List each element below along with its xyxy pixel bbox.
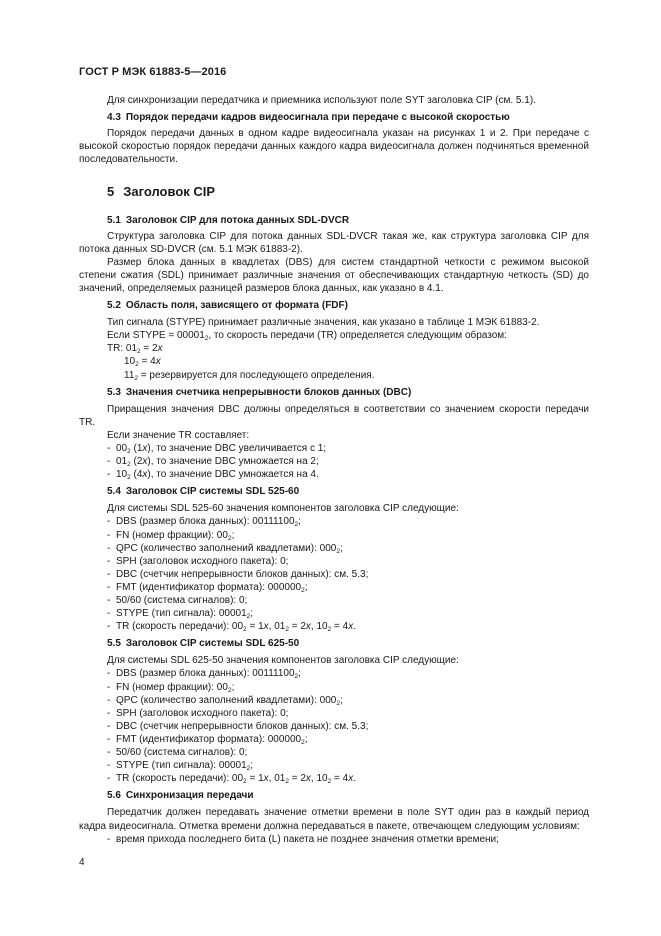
- list-item: - 50/60 (система сигналов): 0;: [107, 747, 248, 759]
- list-item: - FMT (идентификатор формата): $000000_2$;: [107, 733, 308, 746]
- heading-5: 5 Заголовок CIP: [107, 184, 216, 200]
- dbc-list: [79, 442, 589, 481]
- list-item: - FMT (идентификатор формата): $000000_2$;: [107, 581, 308, 594]
- list-item: - $01_2$ (2x), то значение DBC умножается на 2;: [107, 456, 319, 469]
- list-item: - $00_2$ (1x), то значение DBC увеличивается с 1;: [107, 442, 327, 455]
- cip-625-list: [79, 667, 589, 772]
- paragraph-syt: Для синхронизации передатчика и приемника используют поле SYT заголовка CIP (см. 5.1).: [107, 95, 536, 106]
- list-item: - SPH (заголовок исходного пакета): 0;: [107, 707, 289, 719]
- paragraph-625-intro: Для системы SDL 625-50 значения компонентов заголовка CIP следующие:: [107, 655, 459, 667]
- paragraph-dbc-increment: Приращения значения DBC должны определяться в соответствии со значением скорости передачи TR.: [79, 403, 589, 428]
- paragraph-order: Порядок передачи данных в одном кадре видеосигнала указан на рисунках 1 и 2. При передаче с высокой скоростью порядок передачи данных каждого кадра видеосигнала должен подчиняться временной последовательности.: [79, 128, 589, 166]
- list-item: - $10_2$ (4x), то значение DBC умножается на 4.: [107, 469, 319, 482]
- page-content: [79, 94, 589, 846]
- paragraph-sync: Передатчик должен передавать значение отметки времени в поле SYT один раз в каждый период кадра видеосигнала. Отметка времени должна передаваться в пакете, отвечающем следующим условиям:: [79, 807, 589, 832]
- heading-5-6: 5.6 Синхронизация передачи: [107, 790, 254, 802]
- list-item: - QPC (количество заполнений квадлетами): $000_2$;: [107, 542, 343, 555]
- heading-5-3: 5.3 Значения счетчика непрерывности блоков данных (DBC): [107, 386, 412, 398]
- list-item: - FN (номер фракции): $00_2$;: [107, 529, 235, 542]
- running-header: ГОСТ Р МЭК 61883-5—2016: [79, 66, 227, 78]
- heading-5-5: 5.5 Заголовок CIP системы SDL 625-50: [107, 638, 300, 650]
- list-item: - SPH (заголовок исходного пакета): 0;: [107, 555, 289, 567]
- cip-525-list: [79, 515, 589, 620]
- list-item: - FN (номер фракции): $00_2$;: [107, 681, 235, 694]
- list-item: - DBC (счетчик непрерывности блоков данных): см. 5.3;: [107, 720, 369, 732]
- list-item: - QPC (количество заполнений квадлетами): $000_2$;: [107, 694, 343, 707]
- paragraph-if-tr: Если значение TR составляет:: [107, 429, 250, 441]
- paragraph-dbs: Размер блока данных в квадлетах (DBS) для систем стандартной четкости с режимом высокой степени сжатия (SDL) принимает различные значения от обеспечивающих стандартную четкость (SD) до значений, определяемых разницей размеров блока данных, как указано в 4.1.: [79, 256, 589, 294]
- list-item-tr-525: - TR (скорость передачи): $00_2 = 1x$, $01_2 = 2x$, $10_2 = 4x$.: [107, 621, 356, 634]
- tr-row-01: TR: $01_2 = 2x$: [107, 343, 163, 356]
- heading-5-4: 5.4 Заголовок CIP системы SDL 525-60: [107, 486, 300, 498]
- list-item: - 50/60 (система сигналов): 0;: [107, 595, 248, 606]
- heading-5-2: 5.2 Область поля, зависящего от формата (FDF): [107, 300, 348, 312]
- list-item-tr-625: - TR (скорость передачи): $00_2 = 1x$, $01_2 = 2x$, $10_2 = 4x$.: [107, 773, 356, 786]
- heading-5-1: 5.1 Заголовок CIP для потока данных SDL-DVCR: [107, 215, 350, 227]
- paragraph-if-stype: Если STYPE = $00001_2$, то скорость передачи (TR) определяется следующим образом:: [107, 330, 507, 343]
- list-item: - DBC (счетчик непрерывности блоков данных): см. 5.3;: [107, 568, 369, 580]
- tr-row-10: $10_2 = 4x$: [124, 356, 161, 369]
- heading-4-3: 4.3 Порядок передачи кадров видеосигнала при передаче с высокой скоростью: [107, 112, 510, 124]
- paragraph-cip-structure: Структура заголовка CIP для потока данных SDL-DVCR такая же, как структура заголовка CIP для потока данных SD-DVCR (см. 5.1 МЭК 61883-2).: [79, 230, 589, 255]
- list-item: - DBS (размер блока данных): $00111100_2$;: [107, 668, 301, 681]
- tr-row-11: $11_2$ = резервируется для последующего определения.: [124, 369, 375, 382]
- list-item: - STYPE (тип сигнала): $00001_2$;: [107, 760, 254, 773]
- list-item: - DBS (размер блока данных): $00111100_2$;: [107, 516, 301, 529]
- paragraph-stype: Тип сигнала (STYPE) принимает различные значения, как указано в таблице 1 МЭК 61883-2.: [107, 317, 540, 329]
- paragraph-525-intro: Для системы SDL 525-60 значения компонентов заголовка CIP следующие:: [107, 503, 459, 515]
- list-item-arrival: - время прихода последнего бита (L) пакета не позднее значения отметки времени;: [107, 833, 499, 845]
- page-number: 4: [79, 857, 85, 868]
- list-item: - STYPE (тип сигнала): $00001_2$;: [107, 608, 254, 621]
